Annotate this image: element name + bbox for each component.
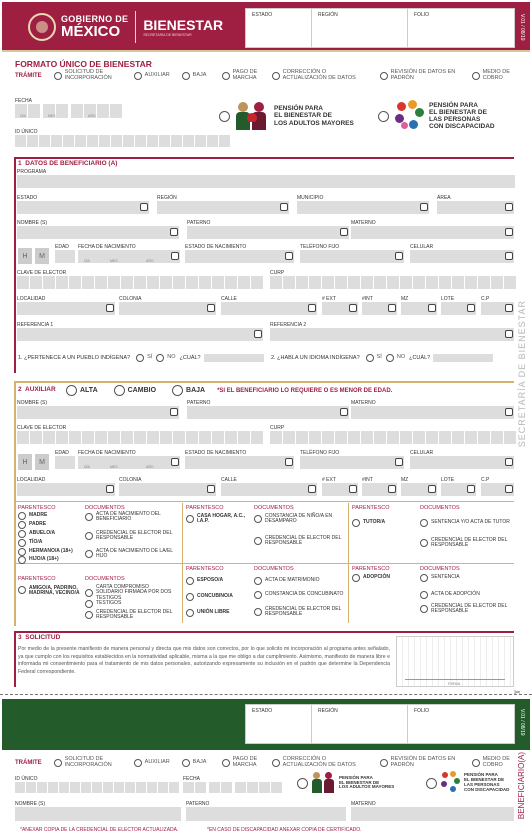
q1-si[interactable]: SÍ [136, 354, 152, 362]
doc-credencial-g5[interactable]: CREDENCIAL DE ELECTOR DEL RESPONSABLE [254, 607, 344, 618]
aux-int-label: #INT [362, 477, 373, 483]
aux-clave-label: CLAVE DE ELECTOR [17, 425, 67, 431]
ref1-field[interactable] [17, 328, 263, 341]
doc-sentencia[interactable]: SENTENCIA [420, 574, 514, 582]
int-label: #INT [362, 296, 373, 302]
doc-carta-compromiso[interactable]: CARTA COMPROMISO SOLIDARIO FIRMADA POR DOS TESTIGOS [85, 585, 177, 601]
par-union-libre[interactable]: UNIÓN LIBRE [186, 609, 230, 617]
stub-folio[interactable]: FOLIO [414, 708, 430, 714]
national-seal-icon [28, 13, 56, 41]
doc-credencial-g2[interactable]: CREDENCIAL DE ELECTOR DEL RESPONSABLE [254, 536, 344, 547]
aux-alta[interactable]: ALTA [66, 385, 98, 396]
cp-check[interactable] [505, 304, 513, 312]
q2-cual-field[interactable] [433, 354, 493, 362]
aux-mz-check[interactable] [428, 485, 436, 493]
stub-id-label: ID ÚNICO [15, 776, 38, 782]
aux-baja[interactable]: BAJA [172, 385, 205, 396]
estado-label: ESTADO [17, 195, 38, 201]
aux-cp-label: C.P [481, 477, 490, 483]
estado-nac-check[interactable] [285, 252, 293, 260]
tramite-solicitud[interactable]: SOLICITUD DE INCORPORACIÓN [54, 70, 124, 82]
header-version: V.01 / 08/19 [519, 14, 525, 41]
aux-cambio[interactable]: CAMBIO [114, 385, 156, 396]
paterno-field[interactable] [187, 226, 349, 239]
aux-tel-field[interactable] [300, 456, 404, 469]
aux-cel-field[interactable] [410, 456, 514, 469]
programa-field[interactable] [17, 175, 515, 188]
aux-cel-check[interactable] [505, 458, 513, 466]
par-madre[interactable]: MADRE [18, 512, 47, 520]
nombres-label: NOMBRE (S) [17, 220, 47, 226]
colonia-field[interactable] [119, 302, 216, 315]
q2-no[interactable]: NO [386, 354, 405, 362]
par-hijo[interactable]: HIJO/A (18+) [18, 556, 59, 564]
cut-line [0, 694, 532, 695]
aux-sex-h-toggle[interactable]: H [18, 454, 32, 470]
stub-materno-field[interactable] [351, 807, 514, 821]
lote-check[interactable] [467, 304, 475, 312]
fecha-nac-field[interactable] [78, 250, 180, 263]
localidad-label: LOCALIDAD [17, 296, 46, 302]
stub-tramite-solicitud[interactable]: SOLICITUD DE INCORPORACIÓN [54, 757, 124, 769]
aux-materno-check[interactable] [505, 408, 513, 416]
estado-field[interactable] [17, 201, 149, 214]
doc-acta-matrimonio[interactable]: ACTA DE MATRIMONIO [254, 577, 344, 585]
aux-nombres-check[interactable] [170, 408, 178, 416]
fecha-cells[interactable] [15, 104, 123, 118]
fnac-mes: MES [110, 259, 118, 263]
edad-field[interactable] [55, 250, 75, 263]
g2-documentos-title: DOCUMENTOS [254, 505, 294, 511]
aux-paterno-check[interactable] [340, 408, 348, 416]
estado-check[interactable] [140, 203, 148, 211]
doc-acta-beneficiario[interactable]: ACTA DE NACIMIENTO DEL BENEFICIARIO [85, 512, 175, 523]
aux-colonia-field[interactable] [119, 483, 216, 496]
aux-estado-nac-check[interactable] [285, 458, 293, 466]
colonia-label: COLONIA [119, 296, 142, 302]
header-estado[interactable]: ESTADO [246, 9, 312, 47]
aux-edad-field[interactable] [55, 456, 75, 469]
aux-tel-label: TELÉFONO FIJO [300, 450, 340, 456]
edad-label: EDAD [55, 244, 69, 250]
sex-m-toggle[interactable]: M [35, 248, 49, 264]
aux-curp-label: CURP [270, 425, 285, 431]
section1-title: 1 DATOS DE BENEFICIARIO (A) [18, 160, 118, 167]
par-padre[interactable]: PADRE [18, 521, 46, 529]
aux-edad-label: EDAD [55, 450, 69, 456]
aux-calle-check[interactable] [308, 485, 316, 493]
doc-acta-hijo[interactable]: ACTA DE NACIMIENTO DE LA/EL HIJO [85, 549, 175, 560]
ref1-check[interactable] [254, 330, 262, 338]
stub-header-fields [245, 704, 515, 744]
stub-region[interactable]: REGIÓN [312, 705, 408, 743]
stub-version: V.01 / 08/19 [519, 709, 525, 736]
parentesco-divider [14, 501, 514, 502]
doc-credencial-g4[interactable]: CREDENCIAL DE ELECTOR DEL RESPONSABLE [85, 610, 177, 621]
aux-localidad-check[interactable] [106, 485, 114, 493]
q1-cual-field[interactable] [204, 354, 264, 362]
aux-fecha-nac-label: FECHA DE NACIMIENTO [78, 450, 136, 456]
section3-divider [14, 631, 514, 633]
aux-paterno-label: PATERNO [187, 400, 211, 406]
par-adopcion[interactable]: ADOPCIÓN [352, 574, 390, 582]
area-check[interactable] [505, 203, 513, 211]
curp-cells[interactable] [270, 276, 517, 289]
cp-label: C.P [481, 296, 490, 302]
tel-label: TELÉFONO FIJO [300, 244, 340, 250]
fecha-mes: MES [48, 114, 56, 118]
stub-adultos-icon [312, 771, 336, 795]
indigena-q2: 2. ¿HABLA UN IDIOMA INDÍGENA? SÍ NO ¿CUÁL? [271, 354, 493, 362]
stub-tramite-pago[interactable]: PAGO DE MARCHA [222, 757, 262, 769]
aux-clave-cells[interactable] [17, 431, 264, 444]
ref2-label: REFERENCIA 2 [270, 322, 307, 328]
stub-id-cells[interactable] [15, 782, 180, 793]
q2-si[interactable]: SÍ [366, 354, 382, 362]
stub-paterno-field[interactable] [186, 807, 346, 821]
doc-sentencia-tutor[interactable]: SENTENCIA Y/O ACTA DE TUTOR [420, 519, 514, 527]
stub-materno-label: MATERNO [351, 801, 376, 807]
aux-localidad-field[interactable] [17, 483, 115, 496]
aux-tel-check[interactable] [395, 458, 403, 466]
firma-label: FIRMA [448, 681, 461, 686]
mz-check[interactable] [428, 304, 436, 312]
localidad-check[interactable] [106, 304, 114, 312]
aux-estado-nac-label: ESTADO DE NACIMIENTO [185, 450, 247, 456]
pension-adultos-option[interactable]: PENSIÓN PARA EL BIENESTAR DE LOS ADULTOS MAYORES [219, 100, 354, 132]
region-label: REGIÓN [157, 195, 177, 201]
cel-field[interactable] [410, 250, 514, 263]
fnac-anio: AÑO [146, 259, 154, 263]
ref2-field[interactable] [270, 328, 514, 341]
municipio-label: MUNICIPIO [297, 195, 324, 201]
aux-lote-label: LOTE [441, 477, 455, 483]
materno-field[interactable] [351, 226, 514, 239]
header-banner [2, 2, 530, 52]
tramite-pago[interactable]: PAGO DE MARCHA [222, 70, 262, 82]
stub-fecha-label: FECHA [183, 776, 200, 782]
aux-lote-check[interactable] [467, 485, 475, 493]
ref2-check[interactable] [505, 330, 513, 338]
municipio-field[interactable] [297, 201, 429, 214]
aux-cp-check[interactable] [505, 485, 513, 493]
header-fields [245, 8, 515, 48]
fnac-dia: DÍA [84, 259, 90, 263]
stub-pension-discapacidad[interactable]: PENSIÓN PARA EL BIENESTAR DE LAS PERSONAS CON DISCAPACIDAD [426, 771, 509, 795]
tel-field[interactable] [300, 250, 404, 263]
g2-parentesco-title: PARENTESCO [186, 505, 224, 511]
fecha-nac-check[interactable] [171, 252, 179, 260]
fecha-nac-label: FECHA DE NACIMIENTO [78, 244, 136, 250]
g6-parentesco-title: PARENTESCO [352, 566, 390, 572]
region-check[interactable] [280, 203, 288, 211]
g4-parentesco-title: PARENTESCO [18, 576, 56, 582]
stub-banner [2, 699, 530, 750]
par-tutor[interactable]: TUTOR/A [352, 519, 385, 527]
area-field[interactable] [437, 201, 514, 214]
doc-credencial-g1[interactable]: CREDENCIAL DE ELECTOR DEL RESPONSABLE [85, 531, 175, 542]
aux-fecha-nac-field[interactable] [78, 456, 180, 469]
nombres-check[interactable] [170, 228, 178, 236]
ref1-label: REFERENCIA 1 [17, 322, 54, 328]
adultos-mayores-icon [236, 100, 270, 132]
aux-fnac-dia: DÍA [84, 465, 90, 469]
aux-cel-label: CELULAR [410, 450, 434, 456]
stub-tramite-baja[interactable]: BAJA [182, 759, 212, 767]
aux-ext-check[interactable] [349, 485, 357, 493]
tramite-baja[interactable]: BAJA [182, 72, 212, 80]
stub-side-label: BENEFICIARIO(A) [517, 752, 526, 820]
q1-no[interactable]: NO [156, 354, 175, 362]
par-tio[interactable]: TÍO/A [18, 539, 42, 547]
stub-tramite-row [15, 757, 518, 769]
g4-documentos-title: DOCUMENTOS [85, 576, 125, 582]
bienestar-logo: BIENESTAR SECRETARÍA DE BIENESTAR [143, 17, 224, 37]
fecha-dia: DÍA [20, 114, 26, 118]
estado-nac-label: ESTADO DE NACIMIENTO [185, 244, 247, 250]
header-folio[interactable]: FOLIO [414, 12, 430, 18]
aux-fnac-mes: MES [110, 465, 118, 469]
paterno-check[interactable] [340, 228, 348, 236]
aux-mz-label: MZ [401, 477, 409, 483]
par-hermano[interactable]: HERMANO/A (18+) [18, 548, 73, 556]
region-field[interactable] [157, 201, 289, 214]
area-label: ÁREA [437, 195, 451, 201]
aux-fecha-nac-check[interactable] [171, 458, 179, 466]
ext-check[interactable] [349, 304, 357, 312]
fecha-anio: AÑO [88, 114, 96, 118]
stub-pension-adultos[interactable]: PENSIÓN PARA EL BIENESTAR DE LOS ADULTOS MAYORES [297, 771, 394, 795]
cel-label: CELULAR [410, 244, 434, 250]
fecha-label: FECHA [15, 98, 32, 104]
section1-sidebar [14, 159, 16, 373]
sex-h-toggle[interactable]: H [18, 248, 32, 264]
doc-acta-adopcion[interactable]: ACTA DE ADOPCIÓN [420, 591, 514, 599]
g6-documentos-title: DOCUMENTOS [420, 566, 460, 572]
aux-calle-field[interactable] [221, 483, 317, 496]
stub-tramite-correccion[interactable]: CORRECCIÓN O ACTUALIZACIÓN DE DATOS [272, 757, 370, 769]
tel-check[interactable] [395, 252, 403, 260]
aux-note: *SI EL BENEFICIARIO LO REQUIERE O ES MENOR DE EDAD. [217, 387, 393, 394]
tramite-revision[interactable]: REVISIÓN DE DATOS EN PADRÓN [380, 70, 462, 82]
mz-label: MZ [401, 296, 409, 302]
stub-tramite-auxiliar[interactable]: AUXILIAR [134, 759, 172, 767]
pension-discapacidad-option[interactable]: PENSIÓN PARA EL BIENESTAR DE LAS PERSONAS CON DISCAPACIDAD [378, 100, 495, 132]
stub-nombres-field[interactable] [15, 807, 181, 821]
curp-label: CURP [270, 270, 285, 276]
solicitud-text: Por medio de la presente manifiesto de manera personal y directa que mis datos son correctos, por lo que solicito mi incorporación al programa antes señalado, ya que cumplo con los requisitos establecidos en la normatividad aplicable, misma a la que me obligo a dar cumplimiento. Asimismo, manifiesto de manera libre e informada mi consentimiento para el tratamiento de mis datos personales, autorizando expresamente su inclusión en el padrón que determine la Dependencia Federal correspondiente. [18, 646, 390, 675]
auxiliar-options [66, 385, 392, 396]
municipio-check[interactable] [420, 203, 428, 211]
section2-sidebar [14, 383, 16, 626]
programa-label: PROGRAMA [17, 169, 47, 175]
side-label: SECRETARÍA DE BIENESTAR [517, 300, 527, 448]
aux-int-check[interactable] [388, 485, 396, 493]
g1-parentesco-title: PARENTESCO [18, 505, 56, 511]
section2-title: 2 AUXILIAR [18, 386, 56, 393]
localidad-field[interactable] [17, 302, 115, 315]
aux-nombres-label: NOMBRE (S) [17, 400, 47, 406]
aux-colonia-check[interactable] [207, 485, 215, 493]
stub-paterno-label: PATERNO [186, 801, 210, 807]
stub-fecha-cells[interactable] [183, 782, 283, 793]
id-unico-cells[interactable] [15, 135, 231, 147]
footnote-right: *EN CASO DE DISCAPACIDAD ANEXAR COPIA DE CERTIFICADO. [207, 827, 362, 833]
calle-label: CALLE [221, 296, 237, 302]
stub-nombres-label: NOMBRE (S) [15, 801, 45, 807]
ext-label: # EXT [322, 296, 336, 302]
clave-label: CLAVE DE ELECTOR [17, 270, 67, 276]
materno-label: MATERNO [351, 220, 376, 226]
section2-divider [14, 381, 514, 383]
g5-documentos-title: DOCUMENTOS [254, 566, 294, 572]
stub-tramite-medio[interactable]: MEDIO DE COBRO [472, 757, 518, 769]
paterno-label: PATERNO [187, 220, 211, 226]
doc-credencial-g6[interactable]: CREDENCIAL DE ELECTOR DEL RESPONSABLE [420, 604, 514, 615]
tramite-correccion[interactable]: CORRECCIÓN O ACTUALIZACIÓN DE DATOS [272, 70, 370, 82]
stub-discapacidad-icon [441, 771, 461, 795]
gobierno-logo [6, 5, 242, 49]
aux-localidad-label: LOCALIDAD [17, 477, 46, 483]
par-amigo[interactable]: AMIGO/A, PADRINO, MADRINA, VECINO/A [18, 586, 80, 597]
aux-fnac-anio: AÑO [146, 465, 154, 469]
materno-check[interactable] [505, 228, 513, 236]
par-casa-hogar[interactable]: CASA HOGAR, A.C., I.A.P. [186, 514, 250, 525]
header-region[interactable]: REGIÓN [312, 9, 408, 47]
aux-paterno-field[interactable] [187, 406, 349, 419]
lote-label: LOTE [441, 296, 455, 302]
int-check[interactable] [388, 304, 396, 312]
par-esposo[interactable]: ESPOSO/A [186, 577, 223, 585]
aux-curp-cells[interactable] [270, 431, 517, 444]
cel-check[interactable] [505, 252, 513, 260]
colonia-check[interactable] [207, 304, 215, 312]
calle-field[interactable] [221, 302, 317, 315]
g3-parentesco-title: PARENTESCO [352, 505, 390, 511]
g5-parentesco-title: PARENTESCO [186, 566, 224, 572]
doc-constancia-concubinato[interactable]: CONSTANCIA DE CONCUBINATO [254, 591, 344, 599]
calle-check[interactable] [308, 304, 316, 312]
id-unico-label: ID ÚNICO [15, 129, 38, 135]
aux-colonia-label: COLONIA [119, 477, 142, 483]
nombres-field[interactable] [17, 226, 179, 239]
stub-tramite-revision[interactable]: REVISIÓN DE DATOS EN PADRÓN [380, 757, 462, 769]
doc-testigos[interactable]: TESTIGOS [85, 600, 177, 608]
gob-line2: MÉXICO [61, 23, 121, 40]
section1-divider [14, 157, 514, 159]
gob-line1: GOBIERNO DE [61, 14, 129, 24]
parentesco-row-divider [14, 563, 514, 564]
aux-materno-field[interactable] [351, 406, 514, 419]
tramite-medio[interactable]: MEDIO DE COBRO [472, 70, 518, 82]
aux-materno-label: MATERNO [351, 400, 376, 406]
scissors-icon: ✂ [514, 688, 521, 697]
section3-sidebar [14, 633, 16, 687]
tramite-row [15, 70, 518, 82]
footnote-left: *ANEXAR COPIA DE LA CREDENCIAL DE ELECTOR ACTUALIZADA. [20, 827, 179, 833]
estado-nac-field[interactable] [185, 250, 294, 263]
tramite-auxiliar[interactable]: AUXILIAR [134, 72, 172, 80]
aux-sex-m-toggle[interactable]: M [35, 454, 49, 470]
g1-documentos-title: DOCUMENTOS [85, 505, 125, 511]
form-title: FORMATO ÚNICO DE BIENESTAR [15, 59, 152, 69]
aux-ext-label: # EXT [322, 477, 336, 483]
par-abuelo[interactable]: ABUELO/A [18, 530, 55, 538]
clave-cells[interactable] [17, 276, 264, 289]
discapacidad-icon [395, 100, 425, 132]
stub-tramite-label: TRÁMITE [15, 759, 42, 766]
g3-documentos-title: DOCUMENTOS [420, 505, 460, 511]
doc-constancia-nino[interactable]: CONSTANCIA DE NIÑO/A EN DESAMPARO [254, 514, 344, 525]
doc-credencial-g3[interactable]: CREDENCIAL DE ELECTOR DEL RESPONSABLE [420, 538, 514, 549]
stub-estado[interactable]: ESTADO [246, 705, 312, 743]
firma-line [405, 679, 505, 680]
par-concubino[interactable]: CONCUBINO/A [186, 593, 233, 601]
aux-nombres-field[interactable] [17, 406, 179, 419]
section3-title: 3 SOLICITUD [18, 634, 61, 641]
aux-estado-nac-field[interactable] [185, 456, 294, 469]
tramite-label: TRÁMITE [15, 72, 42, 79]
aux-calle-label: CALLE [221, 477, 237, 483]
indigena-q1: 1. ¿PERTENECE A UN PUEBLO INDÍGENA? SÍ NO ¿CUÁL? [18, 354, 264, 362]
